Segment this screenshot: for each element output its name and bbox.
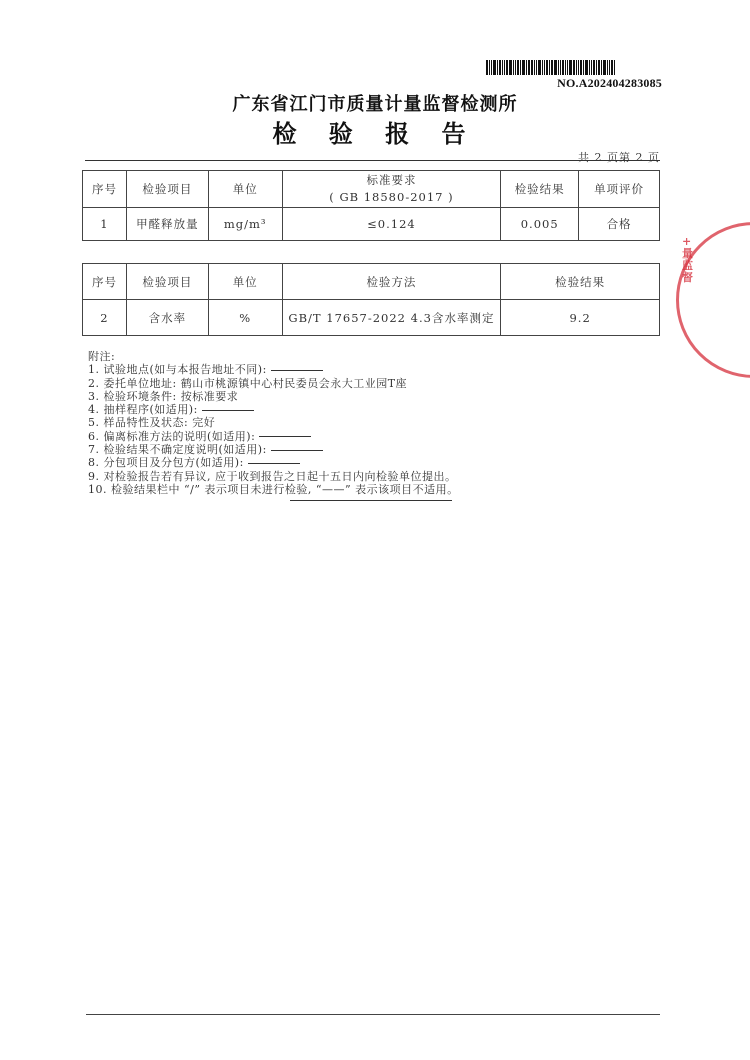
cell-unit: %: [208, 300, 282, 336]
note-item: 5. 样品特性及状态: 完好: [88, 416, 216, 430]
footer-rule: [86, 1014, 660, 1015]
barcode-bar: [614, 60, 615, 75]
barcode-bar: [596, 60, 597, 75]
header-standard-line2: ( GB 18580-2017 ): [329, 190, 454, 204]
barcode-bar: [515, 60, 516, 75]
barcode-bar: [504, 60, 505, 75]
note-item: 4. 抽样程序(如适用):: [88, 403, 459, 416]
blank-line: [248, 463, 300, 464]
barcode-bar: [526, 60, 527, 75]
barcode-bar: [578, 60, 579, 75]
cell-item: 甲醛释放量: [126, 208, 208, 241]
barcode-bar: [544, 60, 545, 75]
barcode-bar: [517, 60, 519, 75]
barcode-bar: [502, 60, 503, 75]
cell-unit: mg/m³: [208, 208, 282, 241]
barcode-bar: [611, 60, 613, 75]
barcode-bar: [513, 60, 514, 75]
table-row: [83, 300, 660, 336]
barcode-bar: [589, 60, 590, 75]
cell-result: 0.005: [501, 208, 579, 241]
barcode-bar: [593, 60, 595, 75]
note-item: 9. 对检验报告若有异议, 应于收到报告之日起十五日内向检验单位提出。: [88, 469, 457, 483]
barcode-bar: [531, 60, 533, 75]
method-result-table: [82, 263, 660, 336]
note-item: 2. 委托单位地址: 鹤山市桃源镇中心村民委员会永大工业园T座: [88, 376, 408, 390]
cell-method: GB/T 17657-2022 4.3含水率测定: [282, 300, 501, 336]
barcode-bar: [493, 60, 496, 75]
end-of-content-line: [290, 500, 452, 501]
barcode-bar: [607, 60, 608, 75]
barcode-bar: [506, 60, 508, 75]
barcode-bar: [534, 60, 535, 75]
cell-requirement: ≤0.124: [282, 208, 501, 241]
header-item: 检验项目: [126, 264, 208, 300]
barcode-bar: [603, 60, 606, 75]
note-item: 6. 偏离标准方法的说明(如适用):: [88, 430, 459, 443]
header-unit: 单位: [208, 171, 282, 208]
note-item: 10. 检验结果栏中 “/” 表示项目未进行检验, “——” 表示该项目不适用。: [88, 482, 459, 496]
barcode-bar: [546, 60, 548, 75]
header-standard-line1: 标准要求: [366, 173, 417, 187]
cell-evaluation: 合格: [579, 208, 660, 241]
barcode-bar: [551, 60, 553, 75]
header-no: 序号: [83, 171, 127, 208]
barcode-bar: [562, 60, 564, 75]
header-unit: 单位: [208, 264, 282, 300]
organization-name: 广东省江门市质量计量监督检测所: [232, 94, 518, 115]
barcode-bar: [549, 60, 550, 75]
barcode-bar: [499, 60, 501, 75]
header-evaluation: 单项评价: [579, 171, 660, 208]
cell-no: 2: [83, 300, 127, 336]
blank-line: [271, 370, 323, 371]
table-row: [83, 208, 660, 241]
barcode-bar: [567, 60, 568, 75]
barcode-bar: [554, 60, 557, 75]
page-info: 共 2 页第 2 页: [578, 151, 660, 164]
barcode-bar: [569, 60, 572, 75]
barcode-bar: [489, 60, 490, 75]
barcode-bar: [497, 60, 498, 75]
blank-line: [271, 450, 323, 451]
barcode-bar: [491, 60, 492, 75]
standard-result-table: [82, 170, 660, 241]
barcode-bar: [576, 60, 577, 75]
header-method: 检验方法: [282, 264, 501, 300]
barcode-bar: [542, 60, 543, 75]
barcode-bar: [560, 60, 561, 75]
header-standard: [282, 171, 501, 208]
report-number: NO.A202404283085: [557, 76, 662, 90]
barcode-bar: [598, 60, 600, 75]
barcode-bar: [536, 60, 537, 75]
barcode: [486, 60, 656, 75]
note-item: 8. 分包项目及分包方(如适用):: [88, 456, 459, 469]
barcode-bar: [583, 60, 584, 75]
barcode-bar: [565, 60, 566, 75]
barcode-bar: [609, 60, 610, 75]
cell-result: 9.2: [501, 300, 660, 336]
barcode-bar: [591, 60, 592, 75]
barcode-bar: [601, 60, 602, 75]
notes-heading: 附注:: [88, 350, 116, 363]
barcode-bar: [538, 60, 541, 75]
barcode-bar: [580, 60, 582, 75]
barcode-bar: [585, 60, 588, 75]
note-item: 7. 检验结果不确定度说明(如适用):: [88, 443, 459, 456]
blank-line: [259, 436, 311, 437]
barcode-bar: [573, 60, 575, 75]
header-no: 序号: [83, 264, 127, 300]
blank-line: [202, 410, 254, 411]
barcode-bar: [528, 60, 530, 75]
header-result: 检验结果: [501, 264, 660, 300]
barcode-bar: [520, 60, 521, 75]
notes: [88, 350, 459, 496]
cell-no: 1: [83, 208, 127, 241]
note-item: 1. 试验地点(如与本报告地址不同):: [88, 363, 459, 376]
document-title: 检 验 报 告: [272, 119, 478, 148]
header-result: 检验结果: [501, 171, 579, 208]
barcode-bar: [509, 60, 512, 75]
barcode-bar: [522, 60, 525, 75]
barcode-bar: [558, 60, 559, 75]
seal-text: + 量 监 督: [682, 235, 693, 284]
header-item: 检验项目: [126, 171, 208, 208]
note-item: 3. 检验环境条件: 按标准要求: [88, 389, 239, 403]
header-rule: [85, 160, 660, 161]
cell-item: 含水率: [126, 300, 208, 336]
barcode-bar: [486, 60, 488, 75]
